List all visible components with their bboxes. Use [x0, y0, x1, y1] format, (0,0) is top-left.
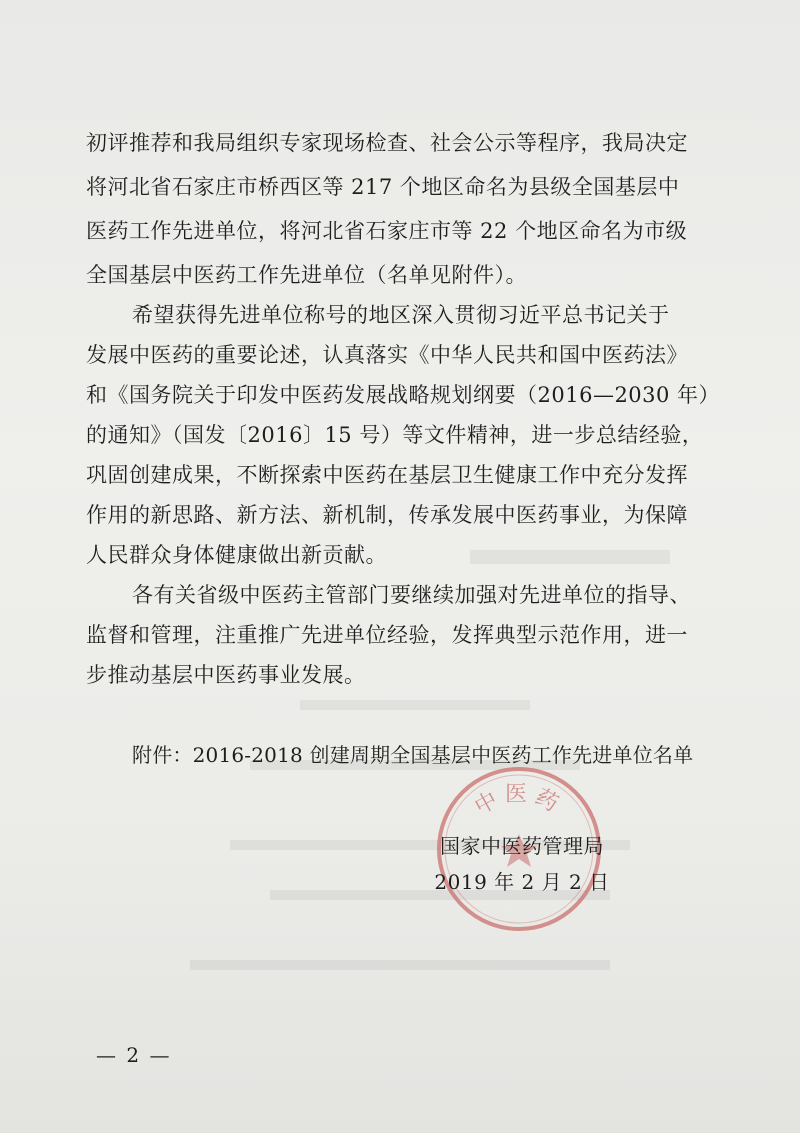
body-line-4: 全国基层中医药工作先进单位（名单见附件）。	[86, 263, 527, 287]
signature-date: 2019 年 2 月 2 日	[434, 870, 610, 894]
body-line-1: 初评推荐和我局组织专家现场检查、社会公示等程序，我局决定	[86, 131, 688, 155]
body-line-8: 的通知》（国发〔2016〕15 号）等文件精神，进一步总结经验，	[86, 423, 704, 447]
body-line-3: 医药工作先进单位，将河北省石家庄市等 22 个地区命名为市级	[86, 219, 688, 243]
body-line-10: 作用的新思路、新方法、新机制，传承发展中医药事业，为保障	[86, 503, 688, 527]
body-line-7: 和《国务院关于印发中医药发展战略规划纲要（2016—2030 年）	[86, 383, 721, 407]
signature-org: 国家中医药管理局	[440, 834, 604, 858]
body-line-9: 巩固创建成果，不断探索中医药在基层卫生健康工作中充分发挥	[86, 463, 688, 487]
body-line-5: 希望获得先进单位称号的地区深入贯彻习近平总书记关于	[132, 303, 670, 327]
body-line-13: 监督和管理，注重推广先进单位经验，发挥典型示范作用，进一	[86, 623, 688, 647]
body-line-11: 人民群众身体健康做出新贡献。	[86, 543, 387, 567]
attachment-line: 附件：2016-2018 创建周期全国基层中医药工作先进单位名单	[132, 743, 694, 767]
seal-text: 中医药	[470, 782, 568, 821]
body-line-14: 步推动基层中医药事业发展。	[86, 663, 366, 687]
body-line-12: 各有关省级中医药主管部门要继续加强对先进单位的指导、	[132, 583, 691, 607]
body-line-2: 将河北省石家庄市桥西区等 217 个地区命名为县级全国基层中	[86, 175, 680, 199]
page-number: — 2 —	[96, 1043, 172, 1067]
body-line-6: 发展中医药的重要论述，认真落实《中华人民共和国中医药法》	[86, 343, 688, 367]
